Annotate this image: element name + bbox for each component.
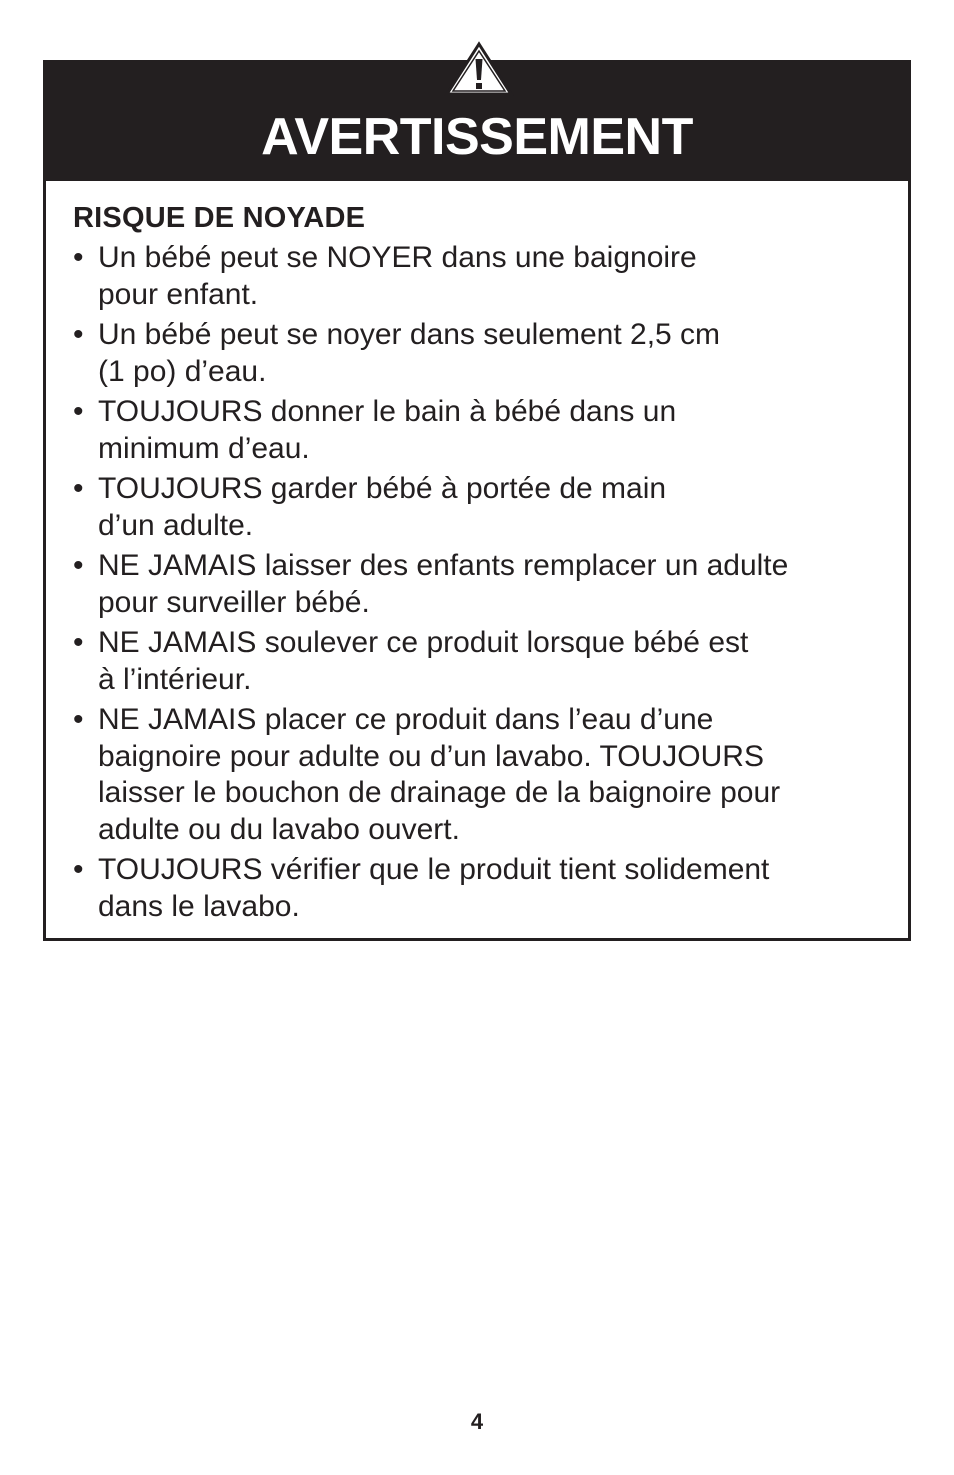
warning-title: AVERTISSEMENT (261, 108, 693, 166)
item-line: dans le lavabo. (98, 889, 300, 923)
list-item (73, 852, 893, 925)
item-line: Un bébé peut se noyer dans seulement 2,5 cm (98, 318, 721, 351)
list-item (73, 317, 893, 390)
list-item (73, 471, 893, 544)
item-line: NE JAMAIS placer ce produit dans l’eau d’une (98, 703, 714, 736)
item-line: Un bébé peut se NOYER dans une baignoire (98, 241, 697, 274)
bullet: • (73, 395, 84, 428)
item-line: d’un adulte. (98, 508, 254, 542)
warning-header (46, 63, 908, 181)
item-line: adulte ou du lavabo ouvert. (98, 812, 460, 846)
item-line: pour enfant. (98, 277, 259, 311)
list-item (73, 702, 893, 848)
item-line: minimum d’eau. (98, 431, 310, 465)
item-line: à l’intérieur. (98, 662, 252, 696)
hazard-heading: RISQUE DE NOYADE (73, 202, 366, 234)
bullet: • (73, 626, 84, 659)
bullet: • (73, 318, 84, 351)
warning-box (43, 60, 911, 941)
item-line: TOUJOURS vérifier que le produit tient solidement (98, 853, 770, 886)
item-line: NE JAMAIS soulever ce produit lorsque bébé est (98, 626, 749, 659)
item-line: TOUJOURS garder bébé à portée de main (98, 472, 667, 505)
warning-list (73, 240, 893, 925)
item-line: pour surveiller bébé. (98, 585, 370, 619)
item-line: (1 po) d’eau. (98, 354, 267, 388)
warning-body (73, 200, 893, 929)
page-number: 4 (470, 1409, 484, 1434)
item-line: NE JAMAIS laisser des enfants remplacer un adulte (98, 549, 789, 582)
item-line: laisser le bouchon de drainage de la baignoire pour (98, 776, 781, 809)
bullet: • (73, 472, 84, 505)
item-line: baignoire pour adulte ou d’un lavabo. TOUJOURS (98, 739, 764, 773)
list-item (73, 548, 893, 621)
list-item (73, 240, 893, 313)
bullet: • (73, 241, 84, 274)
item-line: TOUJOURS donner le bain à bébé dans un (98, 395, 677, 428)
list-item (73, 394, 893, 467)
list-item (73, 625, 893, 698)
bullet: • (73, 549, 84, 582)
warning-triangle-icon (444, 41, 514, 97)
bullet: • (73, 703, 84, 736)
bullet: • (73, 853, 84, 886)
